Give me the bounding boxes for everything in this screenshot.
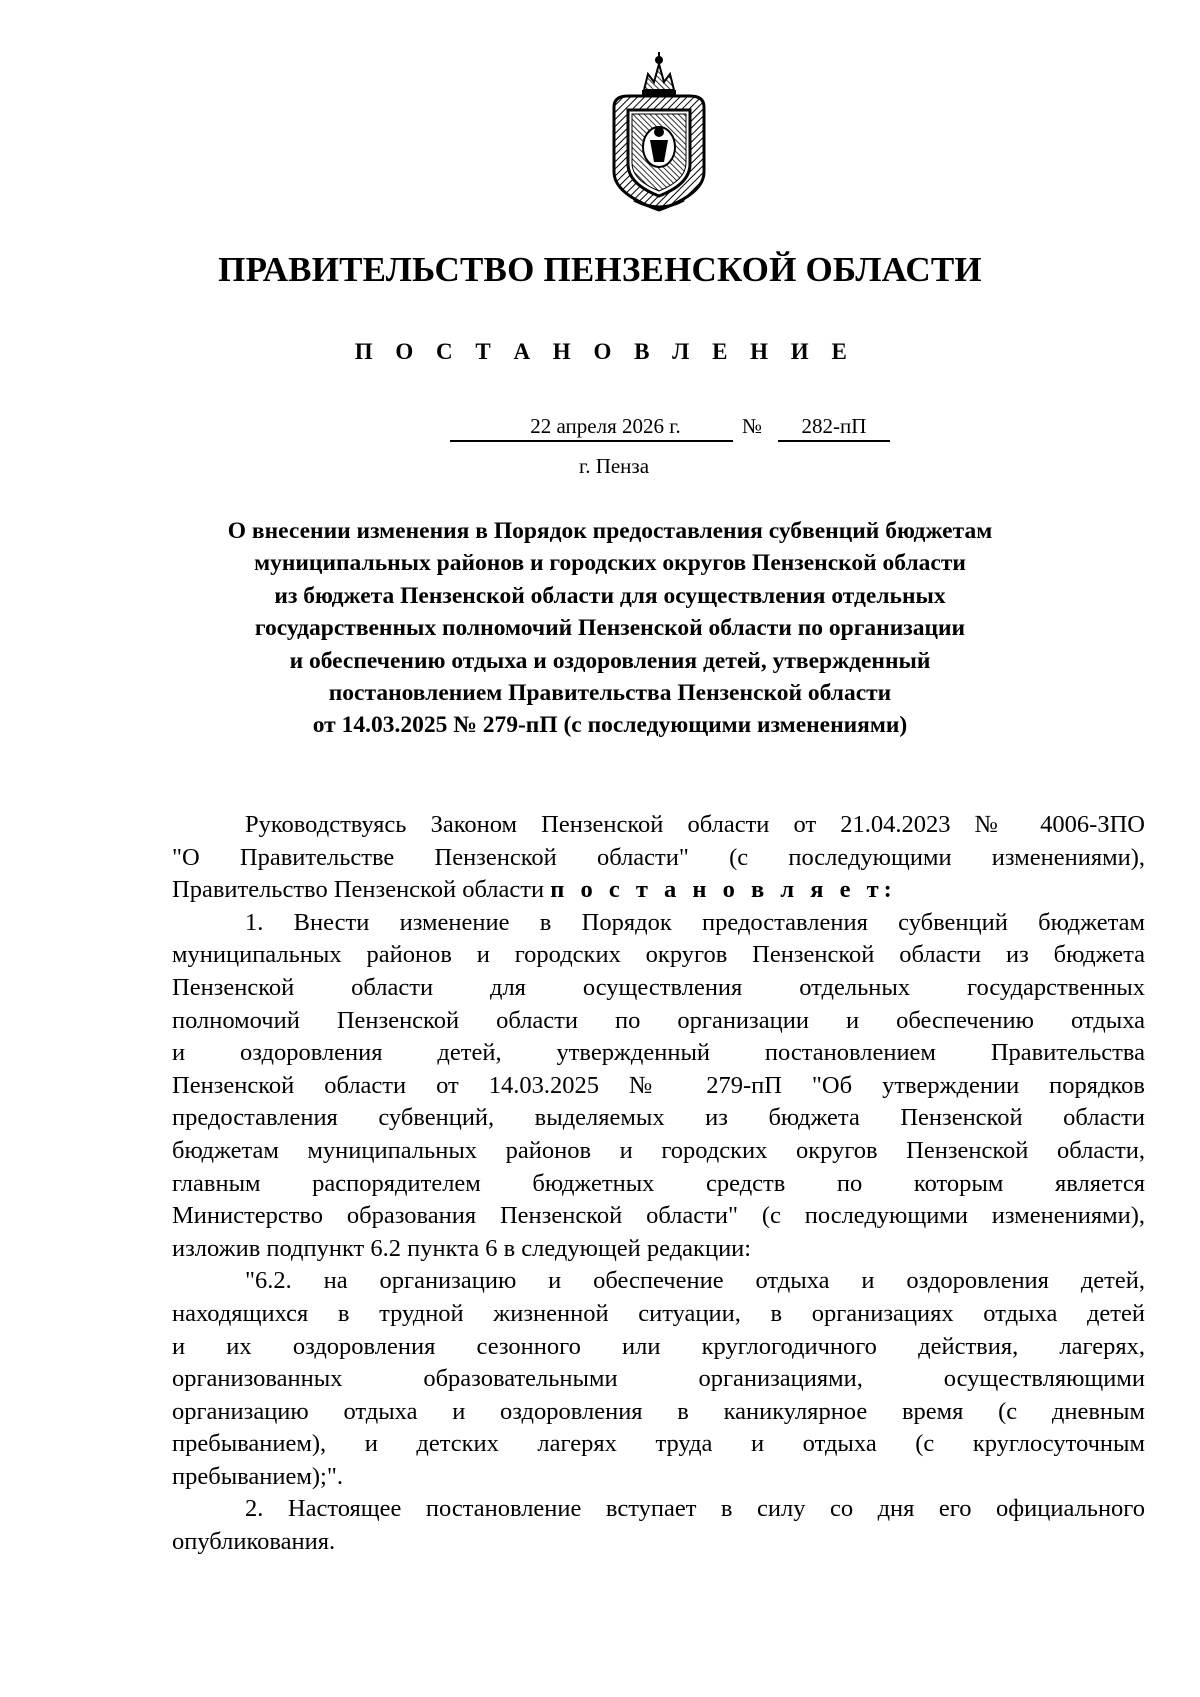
body-line: Руководствуясь Законом Пензенской области от 21.04.2023 № 4006-ЗПО xyxy=(245,811,1145,838)
title-line: муниципальных районов и городских округов Пензенской области xyxy=(254,550,966,577)
body-line: находящихся в трудной жизненной ситуации, в организациях отдыха детей xyxy=(172,1299,1145,1327)
body-line: предоставления субвенций, выделяемых из бюджета Пензенской области xyxy=(172,1104,1145,1132)
decree-word: п о с т а н о в л я е т: xyxy=(550,876,897,904)
body-line: Министерство образования Пензенской области" (с последующими изменениями), xyxy=(172,1202,1145,1230)
body-line: пребыванием);". xyxy=(172,1462,343,1490)
document-type-heading: П О С Т А Н О В Л Е Н И Е xyxy=(354,339,856,364)
body-line: изложив подпункт 6.2 пункта 6 в следующей редакции: xyxy=(172,1234,752,1262)
body-line: бюджетам муниципальных районов и городских округов Пензенской области, xyxy=(172,1136,1145,1164)
government-title: ПРАВИТЕЛЬСТВО ПЕНЗЕНСКОЙ ОБЛАСТИ xyxy=(218,250,982,289)
title-line: О внесении изменения в Порядок предоставления субвенций бюджетам xyxy=(227,518,993,544)
body-line: пребыванием), и детских лагерях труда и отдыха (с круглосуточным xyxy=(172,1430,1145,1458)
body-line: организованных образовательными организациями, осуществляющими xyxy=(172,1365,1145,1393)
body-line: и оздоровления детей, утвержденный постановлением Правительства xyxy=(172,1039,1145,1067)
title-line: государственных полномочий Пензенской области по организации xyxy=(254,615,966,642)
body-line: 1. Внести изменение в Порядок предоставления субвенций бюджетам xyxy=(245,908,1145,936)
body-line: 2. Настоящее постановление вступает в силу со дня его официального xyxy=(245,1495,1145,1523)
title-line: из бюджета Пензенской области для осуществления отдельных xyxy=(274,582,946,609)
document-date: 22 апреля 2026 г. xyxy=(450,412,733,442)
body-line: Пензенской области от 14.03.2025 № 279-пП "Об утверждении порядков xyxy=(172,1071,1145,1099)
document-body xyxy=(172,809,1145,1559)
body-line: "О Правительстве Пензенской области" (с последующими изменениями), xyxy=(172,843,1145,871)
title-line: и обеспечению отдыха и оздоровления детей, утвержденный xyxy=(289,647,931,674)
body-line: муниципальных районов и городских округов Пензенской области из бюджета xyxy=(172,941,1145,969)
body-line: организацию отдыха и оздоровления в каникулярное время (с дневным xyxy=(172,1397,1145,1425)
document-number: 282-пП xyxy=(778,412,890,442)
document-title xyxy=(150,515,1070,742)
body-line: и их оздоровления сезонного или круглогодичного действия, лагерях, xyxy=(172,1332,1145,1360)
body-text-fragment: Правительство Пензенской области xyxy=(172,876,545,904)
body-line: главным распорядителем бюджетных средств по которым является xyxy=(172,1169,1145,1197)
title-line: постановлением Правительства Пензенской области xyxy=(328,680,892,707)
date-number-line xyxy=(0,412,1200,446)
body-line: Пензенской области для осуществления отдельных государственных xyxy=(172,973,1145,1001)
title-line: от 14.03.2025 № 279-пП (с последующими изменениями) xyxy=(312,712,908,739)
number-sign: № xyxy=(742,414,763,438)
body-line: "6.2. на организацию и обеспечение отдыха и оздоровления детей, xyxy=(245,1267,1145,1295)
coat-of-arms-emblem xyxy=(604,52,714,214)
place-of-issue: г. Пенза xyxy=(578,454,650,478)
body-line: полномочий Пензенской области по организации и обеспечению отдыха xyxy=(172,1006,1145,1034)
body-line: опубликования. xyxy=(172,1528,336,1556)
body-line xyxy=(172,874,1145,907)
